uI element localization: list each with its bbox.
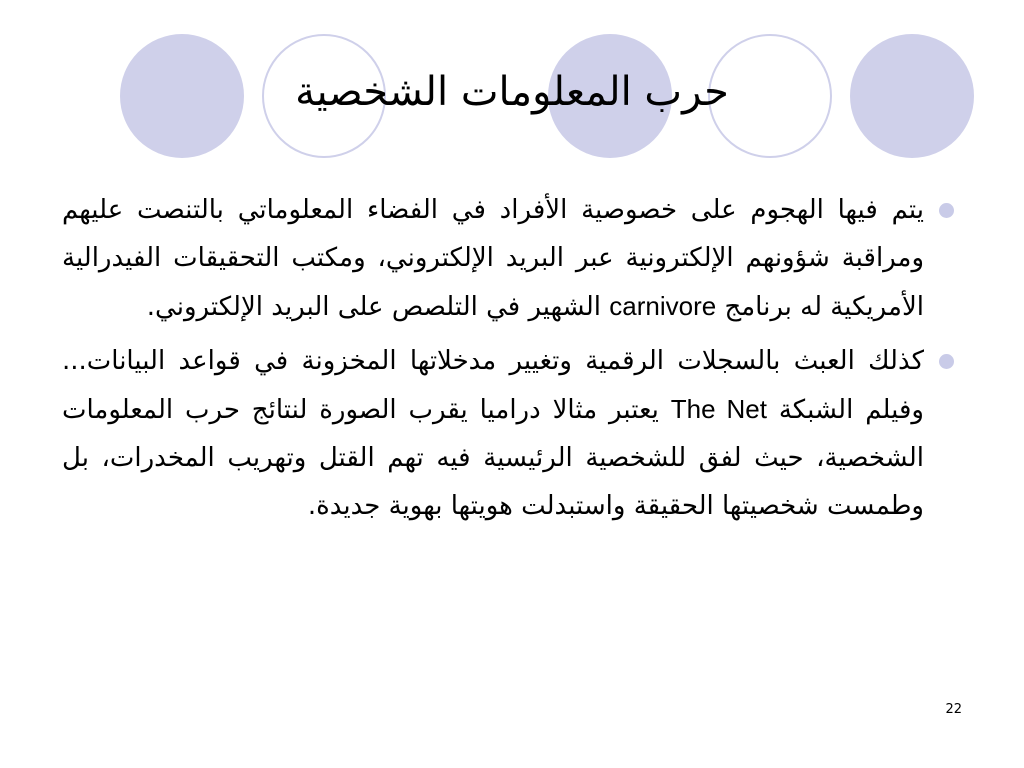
- bullet-item: [62, 186, 962, 331]
- bullet-text: يتم فيها الهجوم على خصوصية الأفراد في الفضاء المعلوماتي بالتنصت عليهم ومراقبة شؤونهم الإلكترونية عبر البريد الإلكتروني، ومكتب التحقيقات الفيدرالية الأمريكية له برنامج: [62, 195, 924, 322]
- bullet-latin-term: The Net: [670, 394, 767, 424]
- bullet-text: يعتبر مثالا دراميا يقرب الصورة لنتائج حرب المعلومات الشخصية، حيث لفق للشخصية الرئيسية فيه تهم القتل وتهريب المخدرات، بل وطمست شخصيتها الحقيقة واستبدلت هويتها بهوية جديدة.: [62, 395, 924, 521]
- bullet-latin-term: carnivore: [609, 291, 717, 321]
- slide-content: [62, 186, 962, 536]
- bullet-text: الشهير في التلصص على البريد الإلكتروني.: [146, 292, 610, 322]
- bullet-icon: [939, 354, 954, 369]
- slide-title: حرب المعلومات الشخصية: [295, 69, 729, 115]
- decorative-circle: [850, 34, 974, 158]
- bullet-item: [62, 337, 962, 530]
- bullet-icon: [939, 203, 954, 218]
- page-number: 22: [945, 702, 962, 717]
- bullet-text: كذلك العبث بالسجلات الرقمية وتغيير مدخلاتها المخزونة في قواعد البيانات... وفيلم الشبكة: [62, 346, 924, 425]
